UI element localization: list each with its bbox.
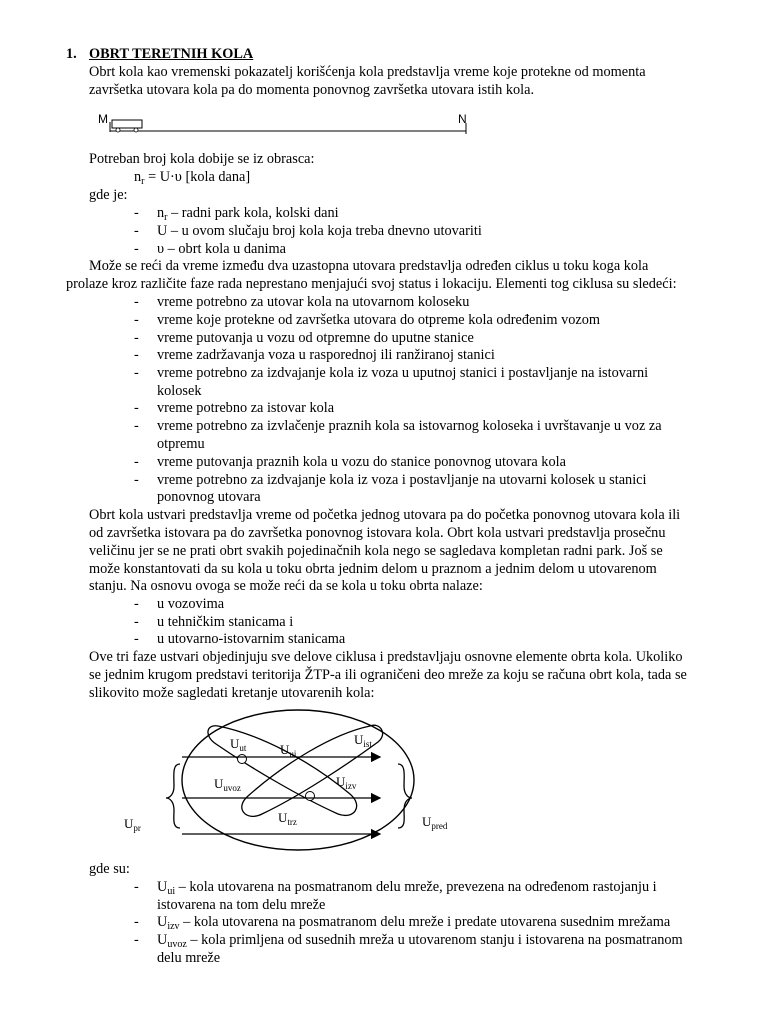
phase-line-3: slikovito može sagledati kretanje utovarenih kola: [89, 685, 375, 701]
obrt-line-2: od završetka istovara pa do završetka ponovnog istovara kola. Obrt kola ustvari predstavlja prosečnu [89, 525, 666, 541]
cycle-intro-1: Može se reći da vreme između dva uzastopna utovara predstavlja određen ciklus u toku koga kola [89, 258, 649, 274]
label-m: M [98, 112, 108, 126]
heading-number: 1. [66, 46, 77, 62]
document-page: 1. OBRT TERETNIH KOLA Obrt kola kao vremenski pokazatelj korišćenja kola predstavlja vreme koje protekne od momenta završetka utovara kola pa do momenta ponovnog završetka utovara istih kola. M N Potreban broj kola dobije se iz obrasca: $n_r = U\cdot\upsilon$ [kola dana] gde je: - $n_r$ – radni park kola, kolski dani - U – u ovom slučaju broj kola koja treba dnevno utovariti - υ – obrt kola u danima Može se reći da vreme između dva uzastopna utovara predstavlja određen ciklus u toku koga kola prolaze kroz različite faze rada neprestano menjajući svoj status i lokaciju. Elementi tog ciklusa su sledeći: - vreme potrebno za utovar kola na utovarnom koloseku - vreme koje protekne od završetka utovara do otpreme kola određenim vozom - vreme putovanja u vozu od otpremne do uputne stanice - vreme zadržavanja voza u rasporednoj ili ranžiranoj stanici - vreme potrebno za izdvajanje kola iz voza u uputnoj stanici i postavljanje na istovarni kolosek - vreme potrebno za istovar kola - vreme potrebno za izvlačenje praznih kola sa istovarnog koloseka i uvrštavanje u voz za otpremu - vreme putovanja praznih kola u vozu do stanice ponovnog utovara kola - vreme potrebno za izdvajanje kola iz voza i postavljanje na utovarni kolosek u stanici ponovnog utovara Obrt kola ustvari predstavlja vreme od početka jednog utovara pa do početka ponovnog utovara kola ili od završetka istovara pa do završetka ponovnog istovara kola. Obrt kola ustvari predstavlja prosečnu veličinu jer se ne prati obrt svakih pojedinačnih kola nego se sagledava kompletan radni park. Još se može konstantovati da su kola u toku obrta jednim delom u praznom a jednim delom u utovarenom stanju. Na osnovu ovoga se može reći da se kola u toku obrta nalaze: - u vozovima - u tehničkim stanicama i - u utovarno-istovarnim stanicama Ove tri faze ustvari objedinjuju sve delove ciklusa i predstavljaju osnovne elemente obrta kola. Ukoliko se jednim krugom predstavi teritorija ŽTP-a ili ograničeni deo mreže za koju se računa obrt kola, tada se slikovito može sagledati kretanje utovarenih kola: $U_{ut}$ $U_{ui}$ $U_{ist}$ $U_{uvoz}$ $U_{izv}$ $U_{trz}$ $U_{pr}$ $U_{pred}$ gde su: - $U_{ui}$ – kola utovarena na posmatranom delu mreže, prevezena na određenom rastojanju i istovarena na tom delu mreže - $U_{izv}$ – kola utovarena na posmatranom delu mreže i predate utovarena susednim mrežama - $U_{uvoz}$ – kola primljena od susednih mreža u utovarenom stanju i istovarena na posmatranom delu mreže [66, 46, 687, 966]
left-brace [166, 764, 180, 828]
label-u-ui: $U_{ui}$ [280, 742, 297, 759]
list-item-continued: kolosek [157, 383, 202, 399]
phase-line-1: Ove tri faze ustvari objedinjuju sve delove ciklusa i predstavljaju osnovne elemente obrta kola. Ukoliko [89, 649, 683, 665]
label-u-pr: $U_{pr}$ [124, 816, 141, 833]
phase-line-2: se jednim krugom predstavi teritorija ŽTP-a ili ograničeni deo mreže za koju se računa obrt kola, tada se [89, 667, 687, 683]
label-u-uvoz: $U_{uvoz}$ [214, 776, 241, 793]
wagon-icon [112, 120, 142, 132]
obrt-line-3: veličinu jer se ne prati obrt svakih pojedinačnih kola nego se sagledava kompletan radni park. Još se [89, 543, 663, 559]
label-u-ut: $U_{ut}$ [230, 736, 247, 753]
network-circulation-diagram [118, 704, 478, 854]
obrt-line-5: stanju. Na osnovu ovoga se može reći da se kola u toku obrta nalaze: [89, 578, 483, 594]
label-n: N [458, 112, 467, 126]
right-brace [398, 764, 412, 828]
gde-su-label: gde su: [89, 861, 130, 877]
list-item-continued: istovarena na tom delu mreže [157, 897, 326, 913]
heading-title: OBRT TERETNIH KOLA [89, 46, 254, 62]
list-item-continued: ponovnog utovara [157, 489, 261, 505]
intro-line-1: Obrt kola kao vremenski pokazatelj korišćenja kola predstavlja vreme koje protekne od momenta [89, 64, 646, 80]
obrt-line-1: Obrt kola ustvari predstavlja vreme od početka jednog utovara pa do početka ponovnog utovara kola ili [89, 507, 681, 523]
section-heading [66, 46, 254, 64]
mn-line-diagram [96, 110, 476, 140]
cycle-intro-2: prolaze kroz različite faze rada neprestano menjajući svoj status i lokaciju. Elementi tog ciklusa su sledeći: [66, 276, 677, 292]
where-label: gde je: [89, 187, 128, 203]
station-node [306, 792, 315, 801]
obrt-line-4: može konstantovati da su kola u toku obrta jednim delom u praznom a jednim delom u utovarenom [89, 561, 657, 577]
list-item-continued: otpremu [157, 436, 205, 452]
label-u-izv: $U_{izv}$ [336, 774, 357, 791]
intro-line-2: završetka utovara kola pa do momenta ponovnog završetka utovara istih kola. [89, 82, 535, 98]
list-item-continued: delu mreže [157, 950, 221, 966]
station-node [238, 755, 247, 764]
formula-intro: Potreban broj kola dobije se iz obrasca: [89, 151, 315, 167]
label-u-pred: $U_{pred}$ [422, 814, 448, 831]
formula: $n_r = U\cdot\upsilon$ [kola dana] [134, 169, 251, 187]
label-u-ist: $U_{ist}$ [354, 732, 372, 749]
label-u-trz: $U_{trz}$ [278, 810, 297, 827]
